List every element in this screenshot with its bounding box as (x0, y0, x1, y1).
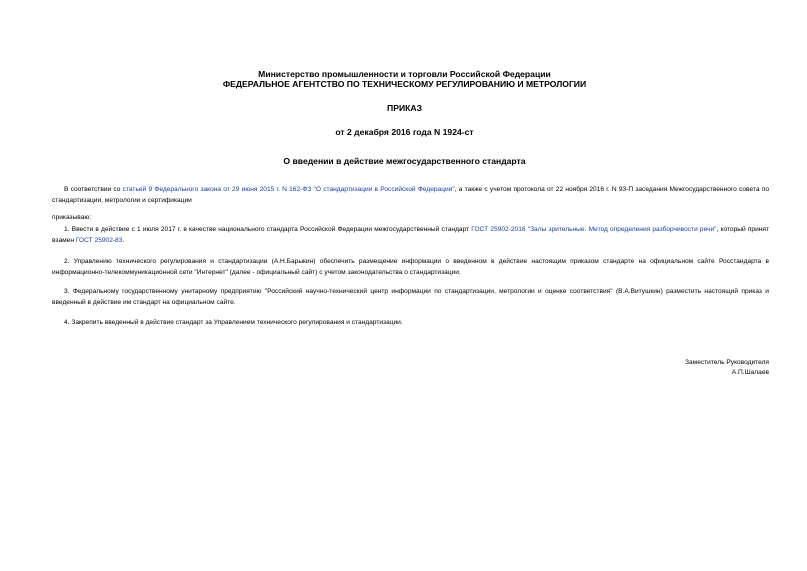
item-2-text: 2. Управлению технического регулирования и стандартизации (А.Н.Барыкин) обеспечить размещение информации о введенном в действие настоящим приказом стандарте на официальном сайте Росстандарта в информационно-телекоммуникационной сети "Интернет" (далее - официальный сайт) с учетом законодательства о стандартизации. (52, 258, 769, 276)
agency-heading: ФЕДЕРАЛЬНОЕ АГЕНТСТВО ПО ТЕХНИЧЕСКОМУ РЕГУЛИРОВАНИЮ И МЕТРОЛОГИИ (222, 79, 587, 89)
intro-suffix: , а также с учетом протокола от 22 ноября 2016 г. N 93-П заседания Межгосударственного совета по стандартизации, метрологии и сертификации (52, 186, 769, 204)
item-1-middle: , который принят взамен (52, 226, 769, 244)
item-1-suffix: . (122, 237, 125, 244)
order-item-3 (52, 286, 769, 308)
federal-law-link[interactable]: статьей 9 Федерального закона от 29 июня 2015 г. N 162-ФЗ "О стандартизации в Российской Федерации" (122, 186, 455, 193)
signatory-name: А.П.Шалаев (731, 369, 769, 376)
document-page (40, 0, 769, 571)
order-word (52, 212, 769, 223)
item-1-prefix: 1. Ввести в действие с 1 июля 2017 г. в качестве национального стандарта Российской Федерации межгосударственный стандарт (64, 226, 472, 233)
order-item-4 (52, 317, 769, 328)
signatory-title: Заместитель Руководителя (685, 359, 769, 366)
item-4-text: 4. Закрепить введенный в действие стандарт за Управлением технического регулирования и стандартизации. (64, 319, 403, 326)
order-word-text: приказываю: (52, 214, 92, 221)
gost-25902-2016-link[interactable]: ГОСТ 25902-2016 "Залы зрительные. Метод определения разборчивости речи" (471, 226, 717, 233)
intro-prefix: В соответствии со (64, 186, 123, 193)
document-type-heading: ПРИКАЗ (387, 103, 422, 113)
order-item-2 (52, 256, 769, 278)
item-3-text: 3. Федеральному государственному унитарному предприятию "Российский научно-технический центр информации по стандартизации, метрологии и оценке соответствия" (В.А.Витушкин) разместить настоящий приказ и введенный в действие им стандарт на официальном сайте. (52, 288, 769, 306)
intro-paragraph (52, 184, 769, 206)
document-title: О введении в действие межгосударственного стандарта (283, 156, 526, 166)
order-item-1 (52, 224, 769, 246)
ministry-heading: Министерство промышленности и торговли Российской Федерации (258, 69, 551, 79)
gost-25902-83-link[interactable]: ГОСТ 25902-83 (75, 237, 123, 244)
document-date: от 2 декабря 2016 года N 1924-ст (335, 127, 474, 137)
